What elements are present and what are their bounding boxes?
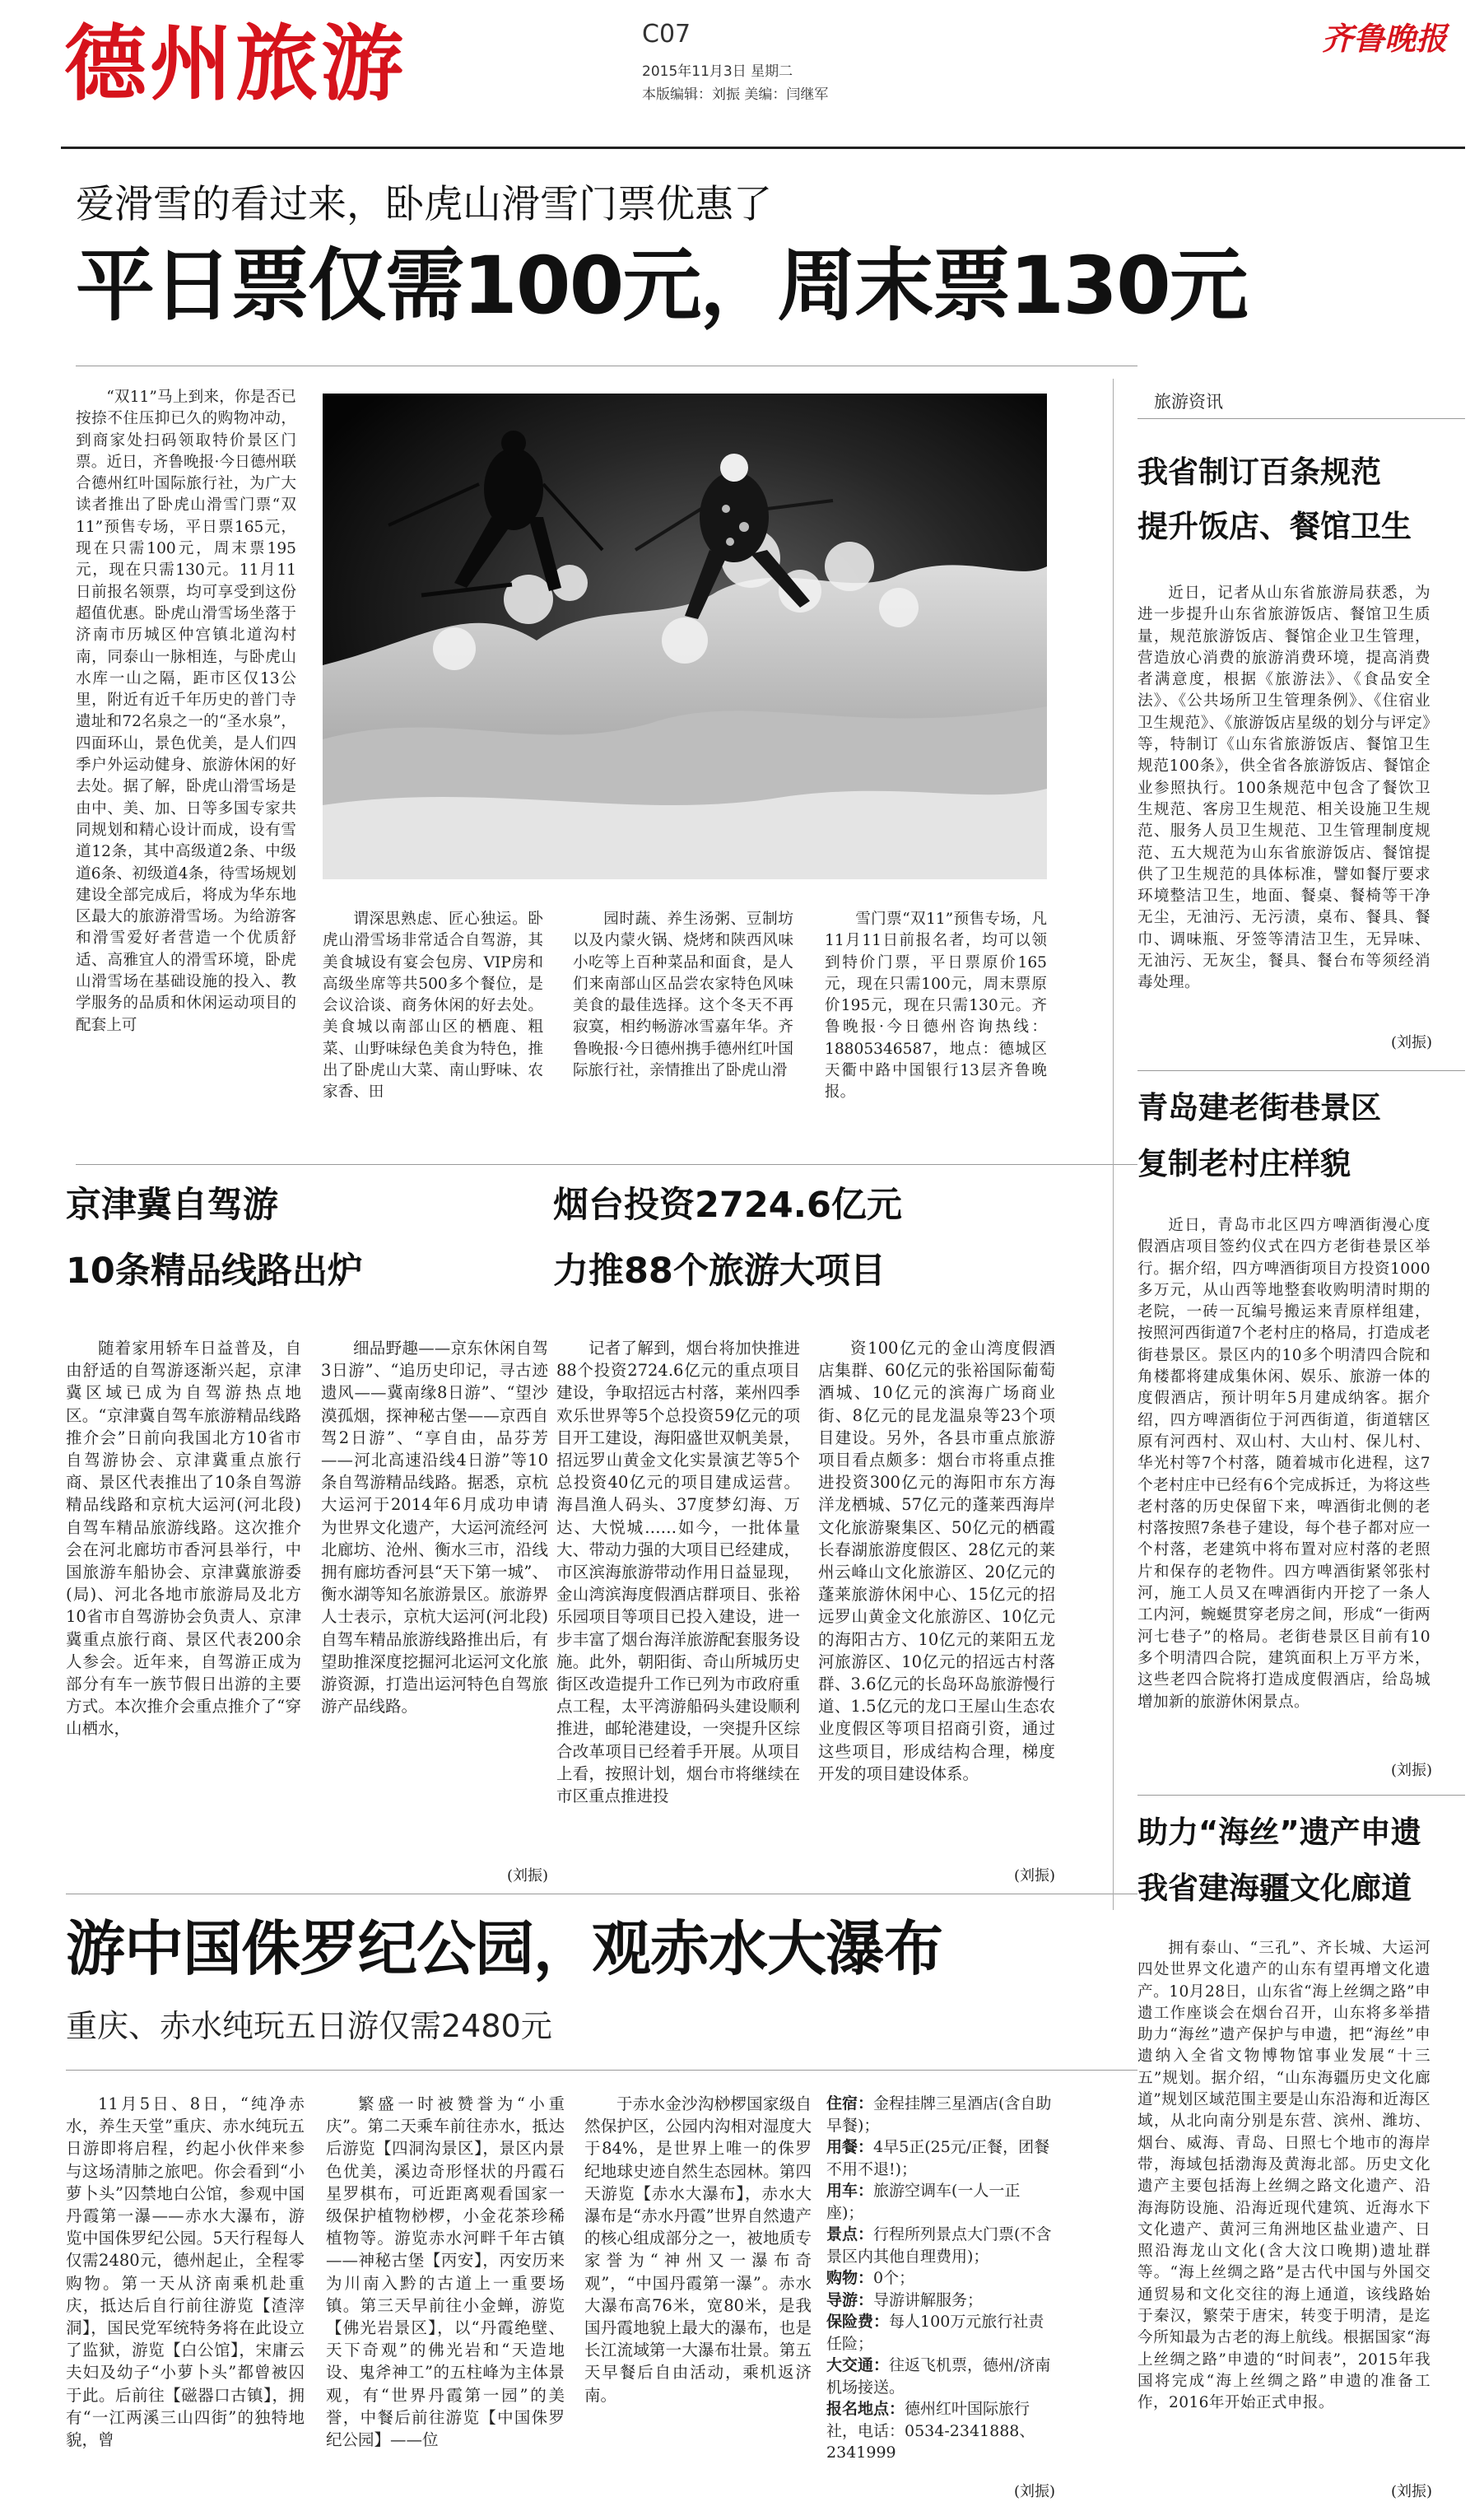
sb3-byline: (刘振) bbox=[1390, 2483, 1432, 2500]
cs-rule bbox=[66, 2070, 1137, 2071]
sb1-title-1: 我省制订百条规范 bbox=[1137, 454, 1381, 490]
jjj-byline: (刘振) bbox=[506, 1867, 548, 1884]
cs-subhead: 重庆、赤水纯玩五日游仅需2480元 bbox=[66, 2008, 552, 2044]
jjj-col-2: 细品野趣——京东休闲自驾3日游”、“追历史印记，寻古迹遗风——冀南缘8日游”、“望沙漠孤烟，探神秘古堡——京西自驾2日游”、“享自由，品芬芳——河北高速沿线4日游”等10条自驾游精品线路。据悉，京杭大运河于2014年6月成功申请为世界文化遗产，大运河流经河北廊坊、沧州、衡水三市，沿线拥有廊坊香河县“天下第一城”、衡水湖等知名旅游景区。旅游界人士表示，京杭大运河(河北段)自驾车精品旅游线路推出后，有望助推深度挖掘河北运河文化旅游资源，打造出运河特色自驾旅游产品线路。 bbox=[321, 1339, 548, 1717]
cs-info-line: 报名地点：德州红叶国际旅行社，电话：0534-2341888、2341999 bbox=[826, 2400, 1035, 2462]
cs-info-line: 大交通：往返飞机票，德州/济南机场接送。 bbox=[826, 2356, 1051, 2397]
yt-col-1: 记者了解到，烟台将加快推进88个投资2724.6亿元的重点项目建设，争取招远古村落，莱州四季欢乐世界等5个总投资59亿元的项目开工建设，海阳盛世双帆美景，招远罗山黄金文化实景演艺等5个总投资40亿元的项目建成运营。海昌渔人码头、37度梦幻海、万达、大悦城……如今，一批体量大、带动力强的大项目已经建成，市区滨海旅游带动作用日益显现，金山湾滨海度假酒店群项目、张裕乐园项目等项目已投入建设，进一步丰富了烟台海洋旅游配套服务设施。此外，朝阳街、奇山所城历史街区改造提升工作已列为市政府重点工程，太平湾游船码头建设顺利推进，邮轮港建设，一突提升区综合改革项目已经着手开展。从项目上看，按照计划，烟台市将继续在市区重点推进投 bbox=[556, 1339, 800, 1806]
sb1-byline: (刘振) bbox=[1390, 1034, 1432, 1051]
lead-col-4: 雪门票“双11”预售专场，凡11月11日前报名者，均可以领到特价门票，平日票原价165元，现在只需100元，周末票原价195元，现在只需130元。齐鲁晚报·今日德州咨询热线：18805346587，地点：德城区天衢中路中国银行13层齐鲁晚报。 bbox=[825, 911, 1047, 1102]
cs-col-3: 于赤水金沙沟桫椤国家级自然保护区，公园内沟相对湿度大于84%，是世界上唯一的侏罗纪地球史迹自然生态园林。第四天游览【赤水大瀑布】，赤水大瀑布是“赤水丹霞”世界自然遗产的核心组成部分之一，被地质专家誉为“神州又一瀑布奇观”，“中国丹霞第一瀑”。赤水大瀑布高76米，宽80米，是我国丹霞地貌上最大的瀑布，也是长江流域第一大瀑布壮景。第五天早餐后自由活动，乘机返济南。 bbox=[584, 2094, 812, 2405]
page-number: C07 bbox=[642, 20, 691, 49]
lead-headline: 平日票仅需100元，周末票130元 bbox=[76, 240, 1247, 332]
ski-photo bbox=[323, 394, 1047, 879]
sidebar-divider bbox=[1113, 379, 1114, 1910]
jjj-title-1: 京津冀自驾游 bbox=[66, 1185, 278, 1226]
sb2-byline: (刘振) bbox=[1390, 1762, 1432, 1779]
lead-col-3: 园时蔬、养生汤粥、豆制坊以及内蒙火锅、烧烤和陕西风味小吃等上百种菜品和面食，是人们来南部山区品尝农家特色风味美食的最佳选择。这个冬天不再寂寞，相约畅游冰雪嘉年华。齐鲁晚报·今日德州携手德州红叶国际旅行社，亲情推出了卧虎山滑 bbox=[573, 911, 793, 1080]
lead-bottom-rule bbox=[76, 1164, 1137, 1165]
sb2-rule bbox=[1137, 1795, 1465, 1796]
jjj-title-2: 10条精品线路出炉 bbox=[66, 1251, 363, 1292]
cs-info-line: 景点：行程所列景点大门票(不含景区内其他自理费用)； bbox=[826, 2225, 1052, 2266]
lead-col-1: “双11”马上到来，你是否已按捺不住压抑已久的购物冲动，到商家处扫码领取特价景区门票。近日，齐鲁晚报·今日德州联合德州红叶国际旅行社，为广大读者推出了卧虎山滑雪门票“双11”预售专场，平日票165元，现在只需100元，周末票195元，现在只需130元。11月11日前报名领票，均可享受到这份超值优惠。卧虎山滑雪场坐落于济南市历城区仲宫镇北道沟村南，同泰山一脉相连，与卧虎山水库一山之隔，距市区仅13公里，附近有近千年历史的普门寺遗址和72名泉之一的“圣水泉”，四面环山，景色优美，是人们四季户外运动健身、旅游休闲的好去处。据了解，卧虎山滑雪场是由中、美、加、日等多国专家共同规划和精心设计而成，设有雪道12条，其中高级道2条、中级道6条、初级道4条，待雪场规划建设全部完成后，将成为华东地区最大的旅游滑雪场。为给游客和滑雪爱好者营造一个优质舒适、高雅宜人的滑雪环境，卧虎山滑雪场在基础设施的投入、教学服务的品质和休闲运动项目的配套上可 bbox=[76, 389, 296, 1034]
skiers-image bbox=[323, 394, 1047, 879]
sb1-title-2: 提升饭店、餐馆卫生 bbox=[1137, 509, 1412, 544]
sb3-title-1: 助力“海丝”遗产申遗 bbox=[1137, 1815, 1421, 1850]
lead-kicker: 爱滑雪的看过来，卧虎山滑雪门票优惠了 bbox=[76, 182, 772, 227]
sidebar-label-rule bbox=[1137, 418, 1465, 419]
cs-col-2: 繁盛一时被赞誉为“小重庆”。第二天乘车前往赤水，抵达后游览【四洞沟景区】，景区内景色优美，溪边奇形怪状的丹霞石星罗棋布，可近距离观看国家一级保护植物桫椤，小金花茶珍稀植物等。游览赤水河畔千年古镇——神秘古堡【丙安】，丙安历来为川南入黔的古道上一重要场镇。第三天早前往小金蝉，游览【佛光岩景区】，以“丹霞绝壁、天下奇观”的佛光岩和“天造地设、鬼斧神工”的五柱峰为主体景观，有“世界丹霞第一园”的美誉，中餐后前往游览【中国侏罗纪公园】——位 bbox=[326, 2094, 565, 2450]
yt-col-2: 资100亿元的金山湾度假酒店集群、60亿元的张裕国际葡萄酒城、10亿元的滨海广场商业街、8亿元的昆龙温泉等23个项目建设。另外，各县市重点旅游项目看点颇多：烟台市将重点推进投资300亿元的海阳市东方海洋龙栖城、57亿元的蓬莱西海岸文化旅游聚集区、50亿元的栖霞长春湖旅游度假区、28亿元的莱州云峰山文化旅游区、20亿元的蓬莱旅游休闲中心、15亿元的招远罗山黄金文化旅游区、10亿元的海阳古方、10亿元的莱阳五龙河旅游区、10亿元的招远古村落群、3.6亿元的长岛环岛旅游慢行道、1.5亿元的龙口王屋山生态农业度假区等项目招商引资，通过这些项目，形成结构合理，梯度开发的项目建设体系。 bbox=[818, 1339, 1055, 1783]
jjj-col-1: 随着家用轿车日益普及，自由舒适的自驾游逐渐兴起，京津冀区域已成为自驾游热点地区。“京津冀自驾车旅游精品线路推介会”日前向我国北方10省市自驾游协会、京津冀重点旅行商、景区代表推出了10条自驾游精品线路和京杭大运河(河北段)自驾车精品旅游线路。这次推介会在河北廊坊市香河县举行，中国旅游车船协会、京津冀旅游委(局)、河北各地市旅游局及北方10省市自驾游协会负责人、京津冀重点旅行商、景区代表200余人参会。近年来，自驾游正成为部分有车一族节假日出游的主要方式。本次推介会重点推介了“穿山栖水， bbox=[66, 1339, 301, 1739]
sb2-title-2: 复制老村庄样貌 bbox=[1137, 1146, 1351, 1181]
sb3-body: 拥有泰山、“三孔”、齐长城、大运河四处世界文化遗产的山东有望再增文化遗产。10月28日，山东省“海上丝绸之路”申遗工作座谈会在烟台召开，山东将多举措助力“海丝”遗产保护与申遗，把“海丝”申遗纳入全省文物博物馆事业发展“十三五”规划。据介绍，“山东海疆历史文化廊道”规划区域范围主要是山东沿海和近海区域，从北向南分别是东营、滨州、潍坊、烟台、威海、青岛、日照七个地市的海岸带，海域包括渤海及黄海北部。历史文化遗产主要包括海上丝绸之路文化遗产、沿海海防设施、沿海近现代建筑、近海水下文化遗产、黄河三角洲地区盐业遗产、日照沿海龙山文化(含大汶口晚期)遗址群等。“海上丝绸之路”是古代中国与外国交通贸易和文化交往的海上通道，该线路始于秦汉，繁荣于唐宋，转变于明清，是迄今所知最为古老的海上航线。根据国家“海上丝绸之路”申遗的“时间表”，2015年我国将完成“海上丝绸之路”申遗的准备工作，2016年开始正式申报。 bbox=[1137, 1940, 1431, 2412]
sb1-rule bbox=[1137, 1070, 1465, 1071]
cs-headline: 游中国侏罗纪公园，观赤水大瀑布 bbox=[66, 1914, 943, 1983]
cs-info-line: 用餐：4早5正(25元/正餐，团餐不用不退!)； bbox=[826, 2138, 1050, 2178]
editors-line: 本版编辑：刘振 美编：闫继军 bbox=[642, 86, 829, 103]
cs-byline: (刘振) bbox=[1013, 2483, 1055, 2500]
sidebar-label: 旅游资讯 bbox=[1154, 392, 1223, 412]
masthead bbox=[0, 0, 1484, 165]
yt-byline: (刘振) bbox=[1013, 1867, 1055, 1884]
section-title: 德州旅游 bbox=[64, 16, 407, 112]
issue-date: 2015年11月3日 星期二 bbox=[642, 63, 793, 80]
yt-title-1: 烟台投资2724.6亿元 bbox=[553, 1185, 902, 1226]
sb2-body: 近日，青岛市北区四方啤酒街漫心度假酒店项目签约仪式在四方老街巷景区举行。据介绍，四方啤酒街项目方投资1000多万元，从山西等地整套收购明清时期的老院，一砖一瓦编号搬运来青原样组建，按照河西街道7个老村庄的格局，打造成老街巷景区。景区内的10多个明清四合院和角楼都将建成集休闲、娱乐、旅游一体的度假酒店，预计明年5月建成纳客。据介绍，四方啤酒街位于河西街道，街道辖区原有河西村、双山村、大山村、保儿村、华光村等7个村落，随着城市化进程，这7个老村庄中已经有6个完成拆迁，为将这些老村落的历史保留下来，啤酒街北侧的老村落按照7条巷子建设，每个巷子都对应一个村落，老建筑中将布置对应村落的老照片和保存的老物件。四方啤酒街紧邻张村河，施工人员又在啤酒街内开挖了一条人工内河，蜿蜒贯穿老房之间，形成“一街两河七巷子”的格局。老街巷景区目前有10多个明清四合院，建筑面积上万平方米，这些老四合院将打造成度假酒店，给岛城增加新的旅游休闲景点。 bbox=[1137, 1217, 1431, 1711]
cs-info-line: 导游：导游讲解服务； bbox=[826, 2290, 984, 2309]
cs-col-1: 11月5日、8日，“纯净赤水，养生天堂”重庆、赤水纯玩五日游即将启程，约起小伙伴来参与这场清肺之旅吧。你会看到“小萝卜头”囚禁地白公馆，参观中国丹霞第一瀑——赤水大瀑布，游览中国侏罗纪公园。5天行程每人仅需2480元，德州起止，全程零购物。第一天从济南乘机赴重庆，抵达后自行前往游览【渣滓洞】，国民党军统特务将在此设立了监狱，游览【白公馆】，宋庸云夫妇及幼子“小萝卜头”都曾被囚于此。后前往【磁器口古镇】，拥有“一江两溪三山四街”的独特地貌，曾 bbox=[66, 2094, 305, 2450]
paper-logo: 齐鲁晚报 bbox=[1322, 20, 1448, 57]
cs-info-line: 住宿：金程挂牌三星酒店(含自助早餐)； bbox=[826, 2094, 1052, 2135]
yt-title-2: 力推88个旅游大项目 bbox=[553, 1251, 886, 1292]
cs-info-line: 用车：旅游空调车(一人一正座)； bbox=[826, 2182, 1021, 2222]
sb1-body: 近日，记者从山东省旅游局获悉，为进一步提升山东省旅游饭店、餐馆卫生质量，规范旅游饭店、餐馆企业卫生管理，营造放心消费的旅游消费环境，提高消费者满意度，根据《旅游法》、《食品安全法》、《公共场所卫生管理条例》、《住宿业卫生规范》、《旅游饭店星级的划分与评定》等，特制订《山东省旅游饭店、餐馆卫生规范100条》，供全省各旅游饭店、餐馆企业参照执行。100条规范中包含了餐饮卫生规范、客房卫生规范、相关设施卫生规范、服务人员卫生规范、卫生管理制度规范、五大规范为山东省旅游饭店、餐馆提供了卫生规范的具体标准，譬如餐厅要求环境整洁卫生，地面、餐桌、餐椅等干净无尘，无油污、无污渍，桌布、餐具、餐巾、调味瓶、牙签等清洁卫生，无异味、无油污、无灰尘，餐具、餐台布等须经消毒处理。 bbox=[1137, 585, 1431, 992]
cs-info-line: 保险费：每人100万元旅行社责任险； bbox=[826, 2313, 1044, 2353]
sb2-title-1: 青岛建老街巷景区 bbox=[1137, 1090, 1381, 1125]
sb3-title-2: 我省建海疆文化廊道 bbox=[1137, 1870, 1412, 1906]
cs-col-4 bbox=[826, 2093, 1055, 2480]
cs-info-line: 购物：0个； bbox=[826, 2269, 915, 2287]
lead-col-2: 谓深思熟虑、匠心独运。卧虎山滑雪场非常适合自驾游，其美食城设有宴会包房、VIP房和高级坐席等共500多个餐位，是会议洽谈、商务休闲的好去处。美食城以南部山区的栖鹿、粗菜、山野味绿色美食为特色，推出了卧虎山大菜、南山野味、农家香、田 bbox=[323, 911, 543, 1102]
masthead-rule bbox=[61, 147, 1465, 149]
